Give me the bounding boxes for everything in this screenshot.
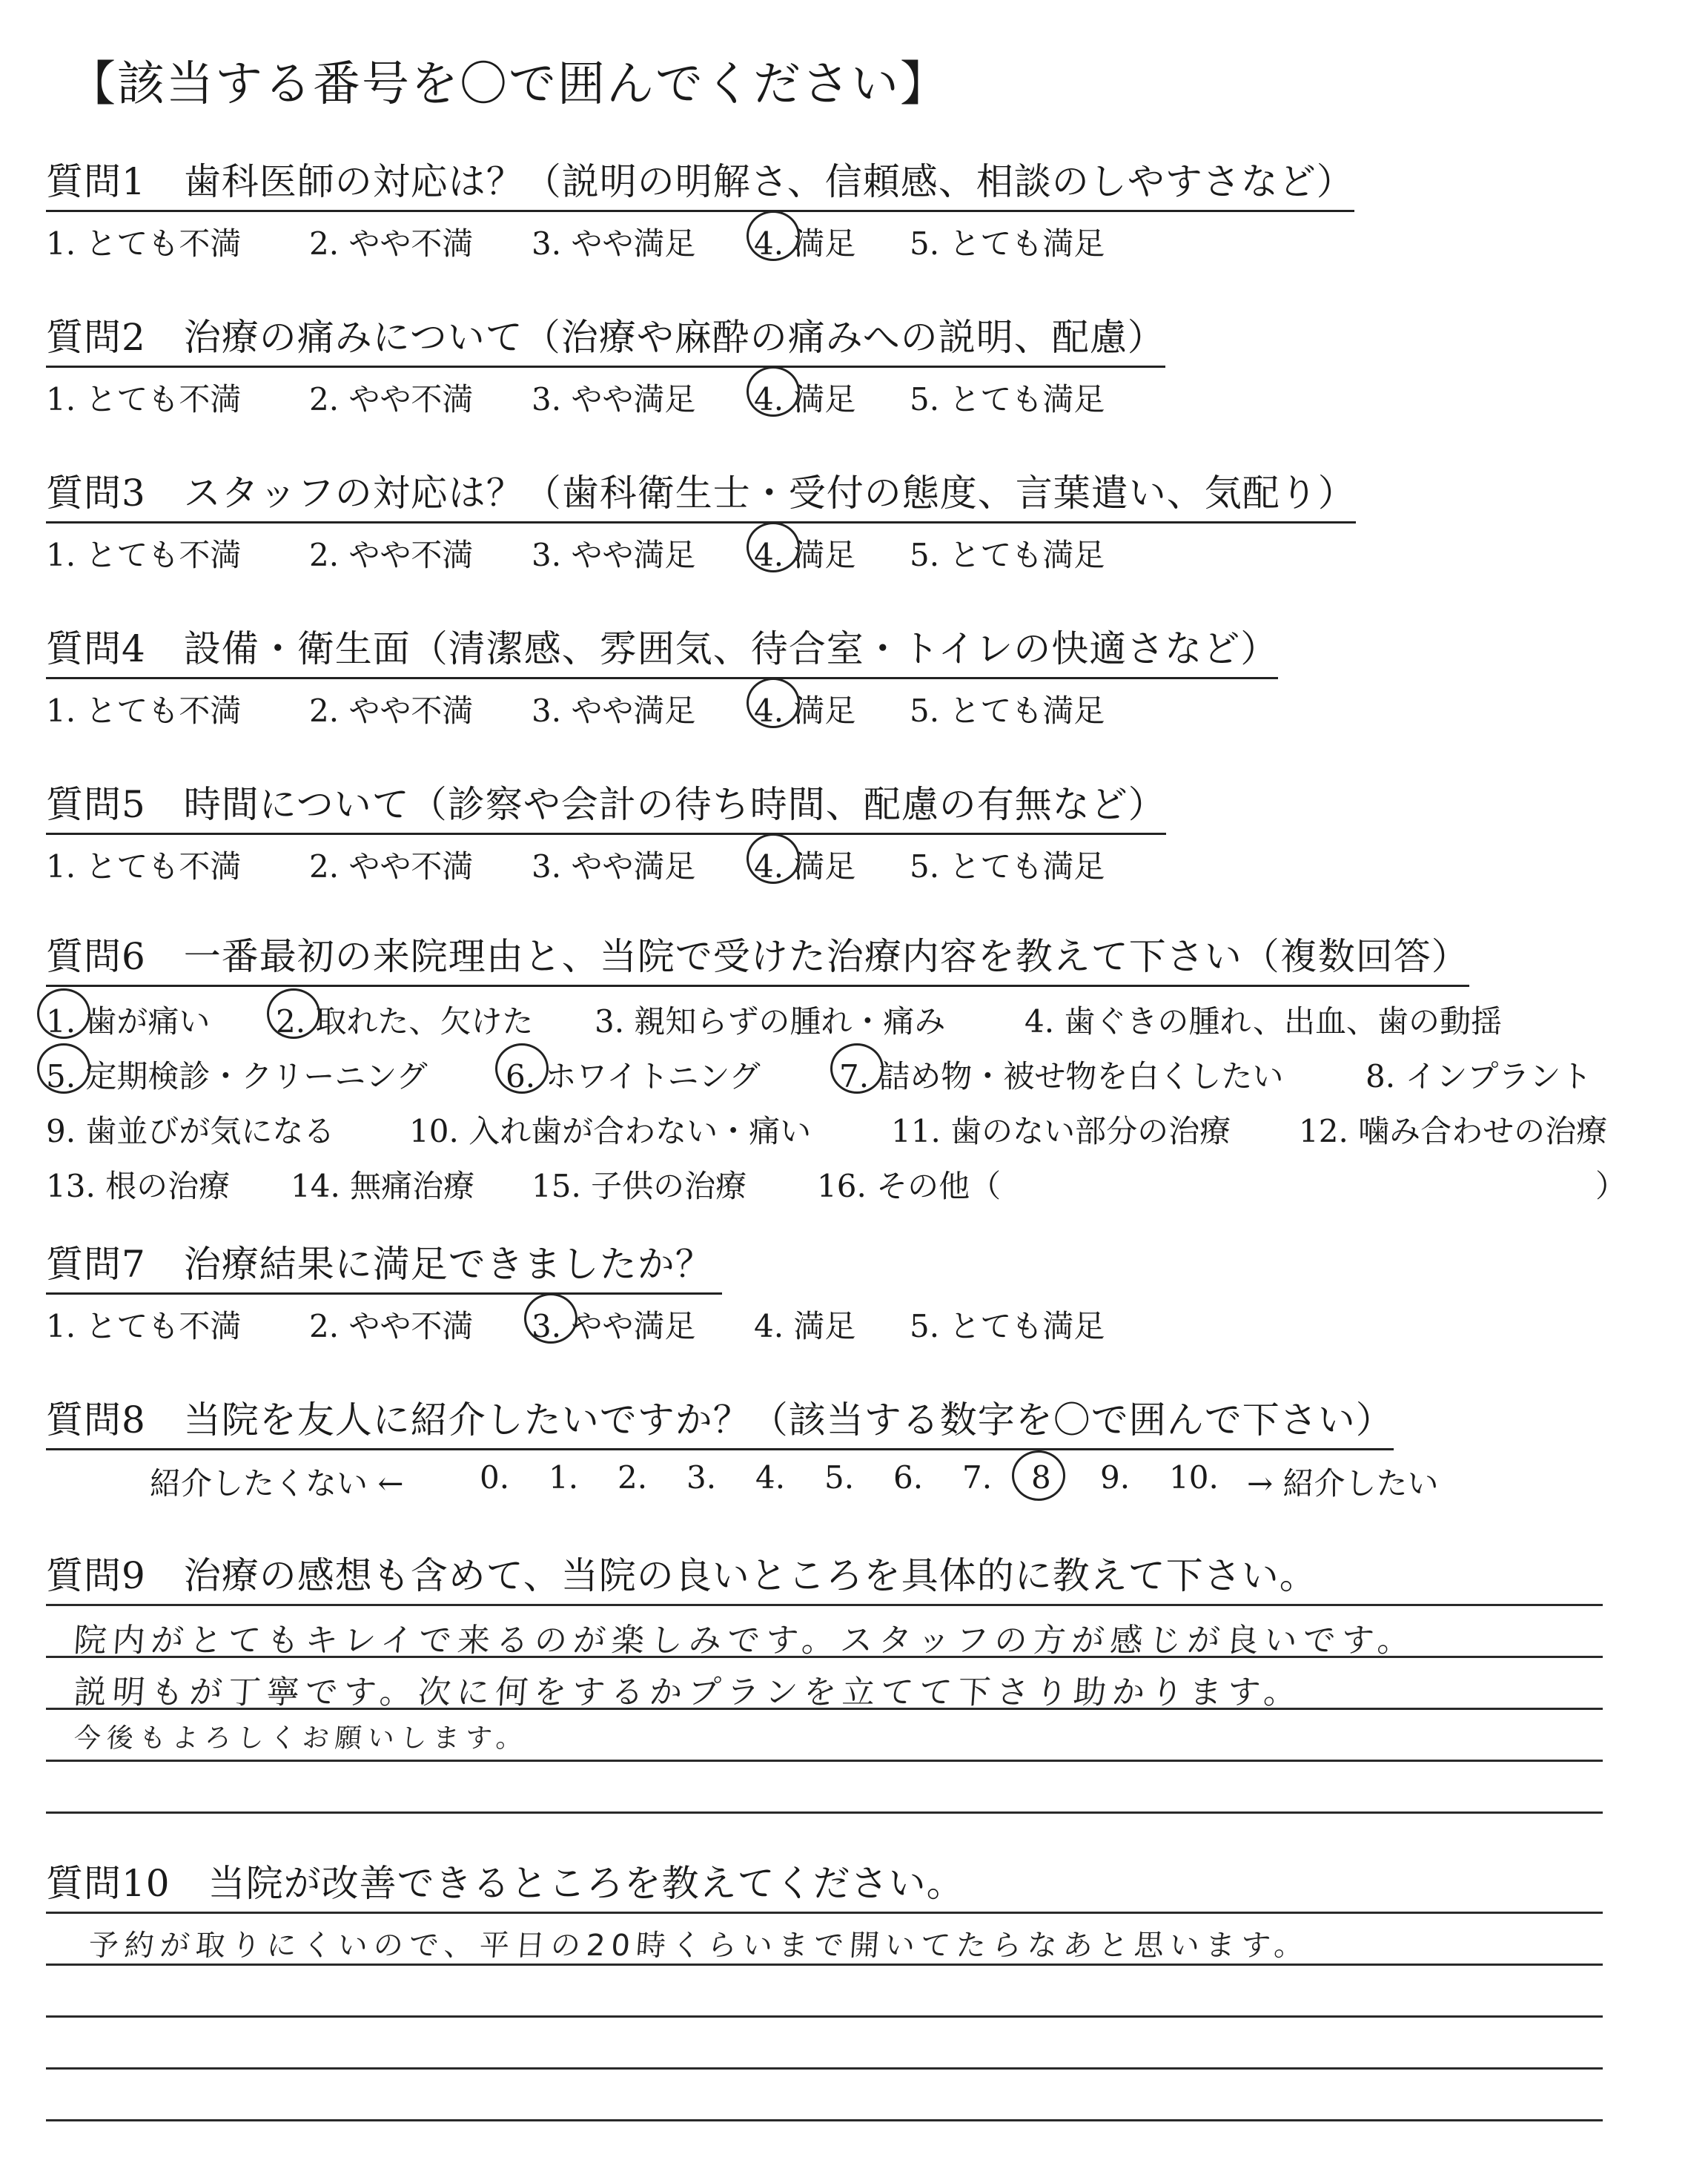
options-grid — [46, 994, 1662, 1214]
option-3[interactable]: 3. やや満足 — [532, 693, 696, 729]
selection-circle — [747, 678, 800, 728]
scale-4[interactable]: 4. — [755, 1459, 786, 1496]
options-row — [46, 217, 1662, 262]
scale-3[interactable]: 3. — [686, 1459, 717, 1496]
question-2 — [46, 308, 1662, 418]
answer-line — [46, 1604, 1603, 1606]
selection-circle — [830, 1043, 884, 1094]
option-5[interactable]: 5. とても満足 — [910, 381, 1105, 417]
option-2[interactable]: 2. やや不満 — [309, 381, 474, 417]
option-4[interactable]: 4. 歯ぐきの腫れ、出血、歯の動揺 — [1025, 1003, 1502, 1040]
option-5[interactable]: 5. とても満足 — [910, 537, 1105, 573]
option-12[interactable]: 12. 噛み合わせの治療 — [1299, 1113, 1608, 1149]
option-13[interactable]: 13. 根の治療 — [46, 1168, 231, 1204]
option-2[interactable]: 2. 取れた、欠けた — [276, 1003, 534, 1040]
answer-line — [46, 1811, 1603, 1814]
option-1[interactable]: 1. とても不満 — [46, 537, 242, 573]
option-15[interactable]: 15. 子供の治療 — [532, 1168, 747, 1204]
scale-1[interactable]: 1. — [549, 1459, 579, 1496]
option-1[interactable]: 1. とても不満 — [46, 693, 242, 729]
option-1[interactable]: 1. とても不満 — [46, 1308, 242, 1344]
question-heading: 質問1 歯科医師の対応は？（説明の明解さ、信頼感、相談のしやすさなど） — [46, 152, 1354, 212]
option-5[interactable]: 5. とても満足 — [910, 1308, 1105, 1344]
option-4[interactable]: 4. 満足 — [754, 1308, 856, 1344]
question-heading: 質問5 時間について（診察や会計の待ち時間、配慮の有無など） — [46, 775, 1166, 835]
option-1[interactable]: 1. とても不満 — [46, 225, 242, 262]
question-heading: 質問3 スタッフの対応は？（歯科衛生士・受付の態度、言葉遣い、気配り） — [46, 463, 1356, 524]
option-2[interactable]: 2. やや不満 — [309, 848, 474, 885]
option-2[interactable]: 2. やや不満 — [309, 537, 474, 573]
selection-circle — [747, 211, 800, 261]
options-row — [46, 1299, 1662, 1345]
question-3 — [46, 463, 1662, 574]
scale-5[interactable]: 5. — [824, 1459, 855, 1496]
option-5[interactable]: 5. とても満足 — [910, 693, 1105, 729]
option-4[interactable]: 4. 満足 — [754, 381, 856, 417]
answer-line — [46, 1760, 1603, 1762]
handwritten-answer: 院内がとてもキレイで来るのが楽しみです。スタッフの方が感じが良いです。 — [72, 1622, 1417, 1659]
option-4[interactable]: 4. 満足 — [754, 848, 856, 885]
selection-circle — [37, 988, 90, 1039]
options-row — [46, 1104, 1662, 1159]
scale-6[interactable]: 6. — [893, 1459, 924, 1496]
question-9 — [46, 1546, 1662, 1604]
scale-8[interactable]: 8 — [1031, 1459, 1051, 1496]
selection-circle — [524, 1293, 577, 1344]
answer-line — [46, 1912, 1603, 1914]
option-4[interactable]: 4. 満足 — [754, 693, 856, 729]
handwritten-answer: 今後もよろしくお願いします。 — [73, 1723, 530, 1754]
option-4[interactable]: 4. 満足 — [754, 225, 856, 262]
option-16[interactable]: 16. その他（ — [817, 1168, 1002, 1204]
options-row — [46, 1159, 1662, 1214]
option-1[interactable]: 1. とても不満 — [46, 381, 242, 417]
selection-circle — [37, 1043, 90, 1094]
option-10[interactable]: 10. 入れ歯が合わない・痛い — [409, 1113, 812, 1149]
question-heading: 質問6 一番最初の来院理由と、当院で受けた治療内容を教えて下さい（複数回答） — [46, 927, 1469, 987]
option-5[interactable]: 5. とても満足 — [910, 848, 1105, 885]
option-3[interactable]: 3. やや満足 — [532, 1308, 696, 1344]
selection-circle — [1012, 1450, 1065, 1501]
question-5 — [46, 775, 1662, 885]
option-8[interactable]: 8. インプラント — [1366, 1058, 1592, 1094]
options-row — [46, 1049, 1662, 1104]
selection-circle — [747, 522, 800, 572]
option-2[interactable]: 2. やや不満 — [309, 225, 474, 262]
option-1[interactable]: 1. 歯が痛い — [46, 1003, 211, 1040]
answer-line — [46, 2015, 1603, 2018]
answer-line — [46, 2067, 1603, 2070]
option-2[interactable]: 2. やや不満 — [309, 1308, 474, 1344]
option-3[interactable]: 3. やや満足 — [532, 537, 696, 573]
option-3[interactable]: 3. やや満足 — [532, 381, 696, 417]
selection-circle — [747, 833, 800, 884]
option-6[interactable]: 6. ホワイトニング — [506, 1058, 761, 1094]
question-heading: 質問9 治療の感想も含めて、当院の良いところを具体的に教えて下さい。 — [46, 1554, 1317, 1597]
scale-left-label: 紹介したくない ← — [150, 1465, 404, 1502]
selection-circle — [267, 988, 320, 1039]
option-4[interactable]: 4. 満足 — [754, 537, 856, 573]
question-heading: 質問2 治療の痛みについて（治療や麻酔の痛みへの説明、配慮） — [46, 308, 1165, 368]
question-heading: 質問8 当院を友人に紹介したいですか？（該当する数字を〇で囲んで下さい） — [46, 1390, 1394, 1450]
scale-10[interactable]: 10. — [1169, 1459, 1219, 1496]
options-row — [46, 372, 1662, 418]
options-row — [46, 528, 1662, 574]
scale-right-label: → 紹介したい — [1247, 1465, 1439, 1502]
question-4 — [46, 619, 1662, 730]
scale-7[interactable]: 7. — [962, 1459, 993, 1496]
answer-line — [46, 2119, 1603, 2121]
question-8 — [46, 1390, 1662, 1502]
handwritten-answer: 説明もが丁寧です。次に何をするかプランを立てて下さり助かります。 — [72, 1674, 1304, 1711]
question-heading: 質問7 治療結果に満足できましたか？ — [46, 1235, 722, 1295]
question-1 — [46, 152, 1662, 262]
selection-circle — [495, 1043, 549, 1094]
option-3[interactable]: 3. やや満足 — [532, 225, 696, 262]
recommend-scale — [46, 1456, 1662, 1502]
option-3[interactable]: 3. 親知らずの腫れ・痛み — [595, 1003, 946, 1040]
option-5[interactable]: 5. とても満足 — [910, 225, 1105, 262]
option-7[interactable]: 7. 詰め物・被せ物を白くしたい — [839, 1058, 1284, 1094]
question-6 — [46, 927, 1662, 1214]
selection-circle — [747, 366, 800, 417]
options-row — [46, 839, 1662, 885]
option-1[interactable]: 1. とても不満 — [46, 848, 242, 885]
other-close-paren: ） — [1595, 1168, 1627, 1204]
question-10 — [46, 1854, 1662, 1912]
scale-0[interactable]: 0. — [480, 1459, 510, 1496]
scale-9[interactable]: 9. — [1100, 1459, 1131, 1496]
option-9[interactable]: 9. 歯並びが気になる — [46, 1113, 335, 1149]
scale-2[interactable]: 2. — [618, 1459, 648, 1496]
option-14[interactable]: 14. 無痛治療 — [291, 1168, 475, 1204]
options-row — [46, 684, 1662, 730]
option-11[interactable]: 11. 歯のない部分の治療 — [891, 1113, 1231, 1149]
question-7 — [46, 1235, 1662, 1345]
option-2[interactable]: 2. やや不満 — [309, 693, 474, 729]
question-heading: 質問4 設備・衛生面（清潔感、雰囲気、待合室・トイレの快適さなど） — [46, 619, 1278, 679]
option-3[interactable]: 3. やや満足 — [532, 848, 696, 885]
question-heading: 質問10 当院が改善できるところを教えてください。 — [46, 1862, 964, 1905]
page-title: 【該当する番号を〇で囲んでください】 — [68, 57, 949, 112]
handwritten-answer: 予約が取りにくいので、平日の20時くらいまで開いてたらなあと思います。 — [87, 1929, 1311, 1963]
options-row — [46, 994, 1662, 1049]
option-5[interactable]: 5. 定期検診・クリーニング — [46, 1058, 428, 1094]
